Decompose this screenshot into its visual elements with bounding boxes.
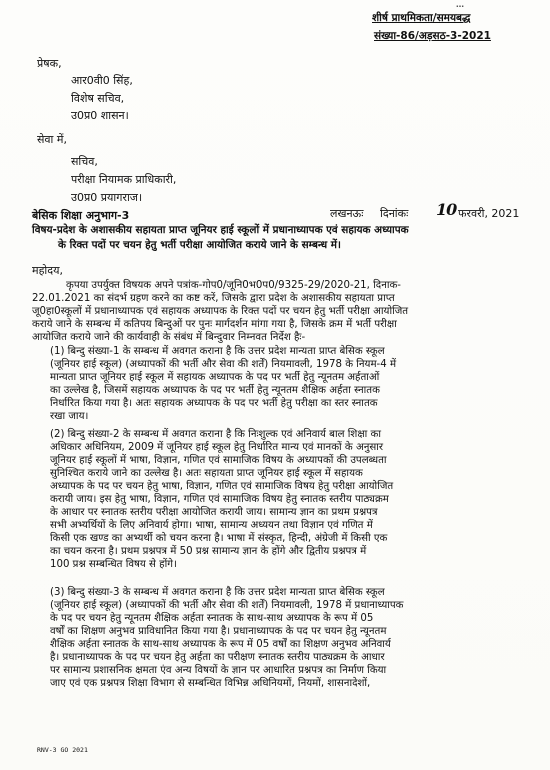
recipient-designation: सचिव, [71, 155, 98, 168]
header-top-fragment: … [456, 0, 464, 9]
para-line: पर सामान्य प्रशासनिक क्षमता एंव अन्य विषयों के ज्ञान पर आधारित प्रश्नपत्र का निर्माण किया [50, 665, 387, 676]
recipient-city: उ0प्र0 प्रयागराज। [71, 191, 143, 204]
dateline-city: लखनऊः [330, 207, 364, 220]
para-line: (जूनियर हाई स्कूल) (अध्यापकों की भर्ती और सेवा की शर्तें) नियमावली, 1978 में प्रधानाध्यापक [50, 600, 404, 611]
para-line: शैक्षिक अर्हता स्नातक के साथ-साथ अध्यापक के रूप में 05 वर्षों का शिक्षण अनुभव अनिवार्य [50, 639, 391, 650]
recipient-office: परीक्षा नियामक प्राधिकारी, [71, 173, 177, 186]
para-line: जूनियर हाई स्कूलों में भाषा, विज्ञान, गणित एवं सामाजिक विषय के अध्यापकों की उपलब्धता [50, 455, 387, 466]
sender-designation: विशेष सचिव, [71, 92, 125, 105]
para-line: सभी अभ्यर्थियों के लिए अनिवार्य होगा। भाषा, सामान्य अध्ययन तथा विज्ञान एवं गणित में [50, 520, 373, 531]
para-line: करायी जाय। इस हेतु भाषा, विज्ञान, गणित एवं सामाजिक विषय हेतु स्नातक स्तरीय पाठ्यक्रम [50, 494, 389, 505]
para-line: सुनिश्चित कराये जाने का उल्लेख है। अतः सहायता प्राप्त जूनियर हाई स्कूल में सहायक [50, 468, 363, 479]
para-line: वर्षों का शिक्षण अनुभव प्राविधानित किया गया है। प्रधानाध्यापक के पद पर चयन हेतु न्यूनतम [50, 626, 387, 637]
para-line: का चयन करना है। प्रथम प्रश्नपत्र में 50 प्रश्न सामान्य ज्ञान के होंगे और द्वितीय प्रश्नपत्र में [50, 546, 367, 557]
para-line: है। प्रधानाध्यापक के पद पर चयन हेतु अर्हता का परीक्षण स्नातक स्तरीय पाठ्यक्रम के आधार [50, 652, 385, 663]
para-line: अधिकार अधिनियम, 2009 में जूनियर हाई स्कूल हेतु निर्धारित मान्य एवं मानकों के अनुसार [50, 442, 384, 453]
para-line: निर्धारित किया गया है। अतः सहायक अध्यापक के पद पर भर्ती हेतु परीक्षा का स्तर स्नातक [50, 398, 378, 409]
para-line: 100 प्रश्न सम्बन्धित विषय से होंगे। [50, 559, 177, 570]
para-line: (जूनियर हाई स्कूल) (अध्यापकों की भर्ती और सेवा की शर्तें) नियमावली, 1978 के नियम-4 में [50, 359, 397, 370]
paragraph-point-3 [50, 586, 540, 694]
letter-number: संख्या-86/अड़सठ-3-2021 [374, 30, 491, 42]
dateline-month-year: फरवरी, 2021 [458, 207, 520, 220]
para-line: अध्यापक के पद पर चयन हेतु भाषा, विज्ञान, गणित एवं सामाजिक विषय हेतु परीक्षा आयोजित [50, 481, 394, 492]
paragraph-point-1 [50, 345, 540, 427]
salutation: महोदय, [32, 264, 63, 277]
paragraph-point-2 [50, 428, 540, 576]
para-line: (3) बिन्दु संख्या-3 के सम्बन्ध में अवगत कराना है कि उत्तर प्रदेश मान्यता प्राप्त बेसिक स्कूल [50, 587, 385, 598]
subject-line-1: विषय-प्रदेश के अशासकीय सहायता प्राप्त जूनियर हाई स्कूलों में प्रधानाध्यापक एवं सहायक अध्यापक [32, 224, 409, 236]
para-line: के पद पर चयन हेतु न्यूनतम शैक्षिक अर्हता स्नातक के साथ-साथ अध्यापक के रूप में 05 [50, 613, 374, 624]
para-line: रखा जाय। [50, 411, 89, 422]
subject-line-2: के रिक्त पदों पर चयन हेतु भर्ती परीक्षा आयोजित कराये जाने के सम्बन्ध में। [58, 239, 341, 251]
department: बेसिक शिक्षा अनुभाग-3 [32, 209, 130, 222]
para-line: के आधार पर स्नातक स्तरीय परीक्षा आयोजित करायी जाय। सामान्य ज्ञान का प्रथम प्रश्नपत्र [50, 507, 378, 518]
paragraph-intro [32, 279, 532, 349]
para-line: 22.01.2021 का संदर्भ ग्रहण करने का कष्ट करें, जिसके द्वारा प्रदेश के अशासकीय सहायता प्राप्त [32, 293, 395, 304]
para-line: कराये जाने के सम्बन्ध में कतिपय बिन्दुओं पर पुनः मार्गदर्शन मांगा गया है, जिसके क्रम में भर्ती परीक्षा [32, 319, 397, 330]
sender-name: आर0वी0 सिंह, [71, 74, 133, 87]
para-line: कृपया उपर्युक्त विषयक अपने पत्रांक-गोप0/जूनि0भ0प0/9325-29/2020-21, दिनाक- [66, 280, 401, 291]
footer-code: RNV-3 GO 2021 [37, 746, 88, 754]
sender-office: उ0प्र0 शासन। [71, 109, 129, 122]
recipient-label: सेवा में, [37, 133, 67, 146]
para-line: (2) बिन्दु संख्या-2 के सम्बन्ध में अवगत कराना है कि निःशुल्क एवं अनिवार्य बाल शिक्षा का [50, 429, 381, 440]
dateline-day: 10 [436, 200, 457, 219]
para-line: किसी एक खण्ड का अभ्यर्थी को चयन करना है। भाषा में संस्कृत, हिन्दी, अंग्रेजी में किसी एक [50, 533, 388, 544]
para-line: का उल्लेख है, जिसमें सहायक अध्यापक के पद पर भर्ती हेतु न्यूनतम शैक्षिक अर्हता स्नातक [50, 385, 380, 396]
sender-label: प्रेषक, [37, 57, 62, 70]
dateline-label: दिनांकः [380, 207, 409, 220]
para-line: जू0हा0स्कूलों में प्रधानाध्यापक एवं सहायक अध्यापक के रिक्त पदों पर चयन हेतु भर्ती परीक्षा आयोजित [32, 306, 409, 317]
priority-label: शीर्ष प्राथमिकता/समयबद्ध [372, 12, 471, 24]
para-line: आयोजित कराये जाने की कार्यवाही के संबंध में बिन्दुवार निम्नवत निर्देश हैः- [32, 332, 306, 343]
para-line: (1) बिन्दु संख्या-1 के सम्बन्ध में अवगत कराना है कि उत्तर प्रदेश मान्यता प्राप्त बेसिक स्कूल [50, 346, 385, 357]
para-line: मान्यता प्राप्त जूनियर हाई स्कूल में सहायक अध्यापक के पद पर भर्ती हेतु न्यूनतम अर्हताओं [50, 372, 380, 383]
para-line: जाए एवं एक प्रश्नपत्र शिक्षा विभाग से सम्बन्धित विभिन्न अधिनियमों, नियमों, शासनादेशों, [50, 678, 371, 689]
